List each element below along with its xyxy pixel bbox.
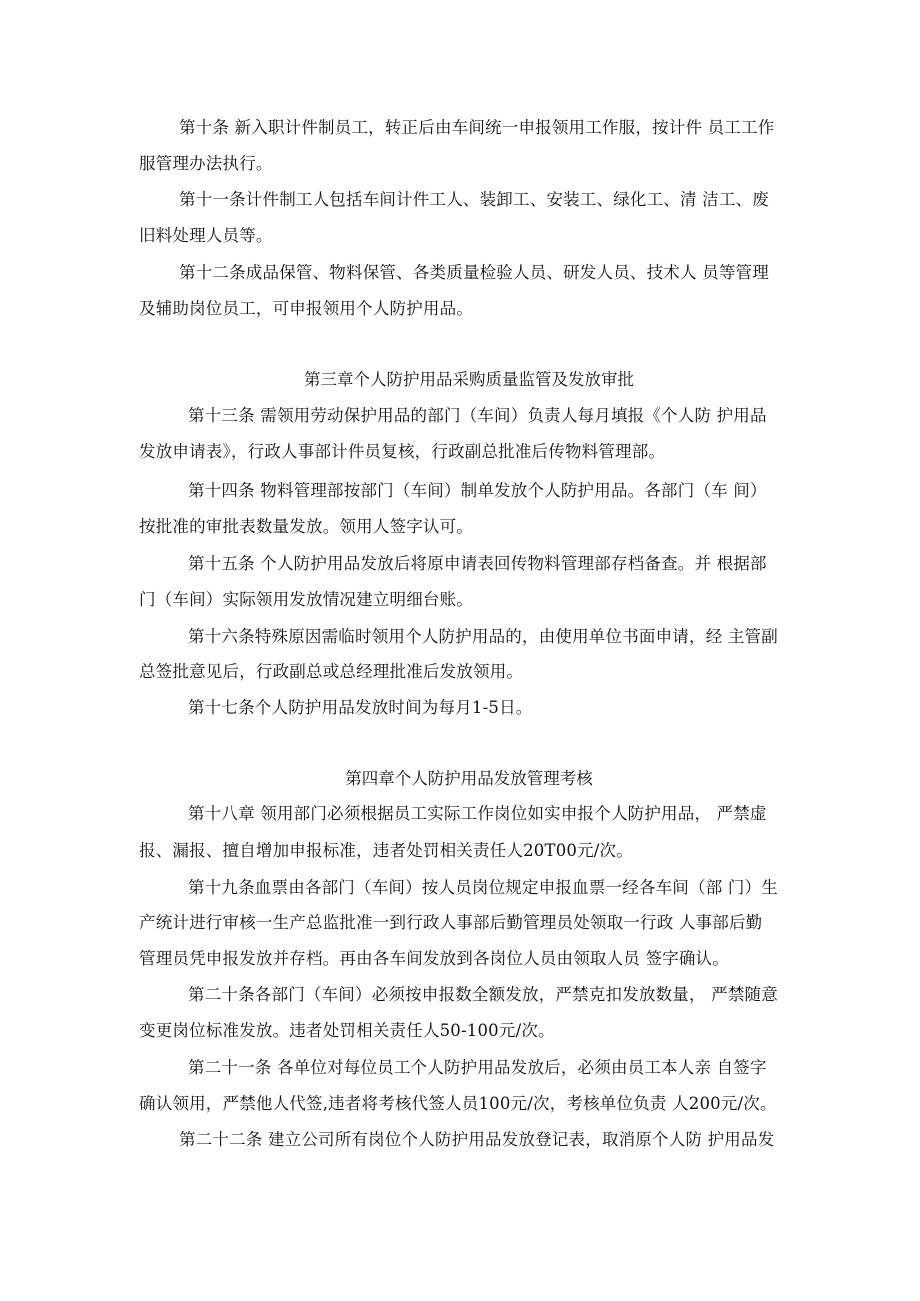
article-20-line-1: 第二十条各部门（车间）必须按申报数全额发放，严禁克扣发放数量， 严禁随意	[188, 985, 778, 1004]
article-20-line-2: 变更岗位标准发放。违者处罚相关责任人50-100元/次。	[139, 1021, 555, 1040]
article-19-line-3: 管理员凭申报发放并存档。再由各车间发放到各岗位人员由领取人员 签字确认。	[139, 949, 729, 968]
article-18-line-2: 报、漏报、擅自增加申报标准，违者处罚相关责任人20T00元/次。	[139, 841, 633, 860]
article-10-line-2: 服管理办法执行。	[139, 154, 273, 173]
article-18-line-1: 第十八章 领用部门必须根据员工实际工作岗位如实申报个人防护用品， 严禁虚	[188, 804, 767, 823]
article-13-line-2: 发放申请表》，行政人事部计件员复核，行政副总批准后传物料管理部。	[139, 442, 666, 461]
article-14-line-2: 按批准的审批表数量发放。领用人签字认可。	[139, 517, 473, 536]
article-17-line-1: 第十七条个人防护用品发放时间为每月1-5日。	[188, 698, 533, 717]
chapter-4-heading: 第四章个人防护用品发放管理考核	[345, 769, 593, 788]
article-22-line-1: 第二十二条 建立公司所有岗位个人防护用品发放登记表，取消原个人防 护用品发	[179, 1130, 775, 1149]
article-16-line-1: 第十六条特殊原因需临时领用个人防护用品的，由使用单位书面申请，经 主管副	[188, 627, 778, 646]
article-15-line-1: 第十五条 个人防护用品发放后将原申请表回传物料管理部存档备查。并 根据部	[188, 554, 767, 573]
article-11-line-1: 第十一条计件制工人包括车间计件工人、装卸工、安装工、绿化工、清 洁工、废	[179, 190, 769, 209]
article-19-line-2: 产统计进行审核一生产总监批准一到行政人事部后勤管理员处领取一行政 人事部后勤	[139, 913, 763, 932]
article-11-line-2: 旧料处理人员等。	[139, 226, 273, 245]
article-12-line-1: 第十二条成品保管、物料保管、各类质量检验人员、研发人员、技术人 员等管理	[179, 263, 769, 282]
article-14-line-1: 第十四条 物料管理部按部门（车间）制单发放个人防护用品。各部门（车 间）	[188, 481, 767, 500]
article-21-line-2: 确认领用，严禁他人代签,违者将考核代签人员100元/次，考核单位负责 人200元/次。	[139, 1094, 777, 1113]
article-15-line-2: 门（车间）实际领用发放情况建立明细台账。	[139, 590, 473, 609]
article-21-line-1: 第二十一条 各单位对每位员工个人防护用品发放后，必须由员工本人亲 自签字	[188, 1058, 767, 1077]
article-12-line-2: 及辅助岗位员工，可申报领用个人防护用品。	[139, 299, 473, 318]
chapter-3-heading: 第三章个人防护用品采购质量监管及发放审批	[304, 370, 634, 389]
article-10-line-1: 第十条 新入职计件制员工，转正后由车间统一申报领用工作服，按计件 员工工作	[179, 118, 775, 137]
article-19-line-1: 第十九条血票由各部门（车间）按人员岗位规定申报血票一经各车间（部 门）生	[188, 878, 778, 897]
article-16-line-2: 总签批意见后，行政副总或总经理批准后发放领用。	[139, 662, 524, 681]
article-13-line-1: 第十三条 需领用劳动保护用品的部门（车间）负责人每月填报《个人防 护用品	[188, 406, 767, 425]
